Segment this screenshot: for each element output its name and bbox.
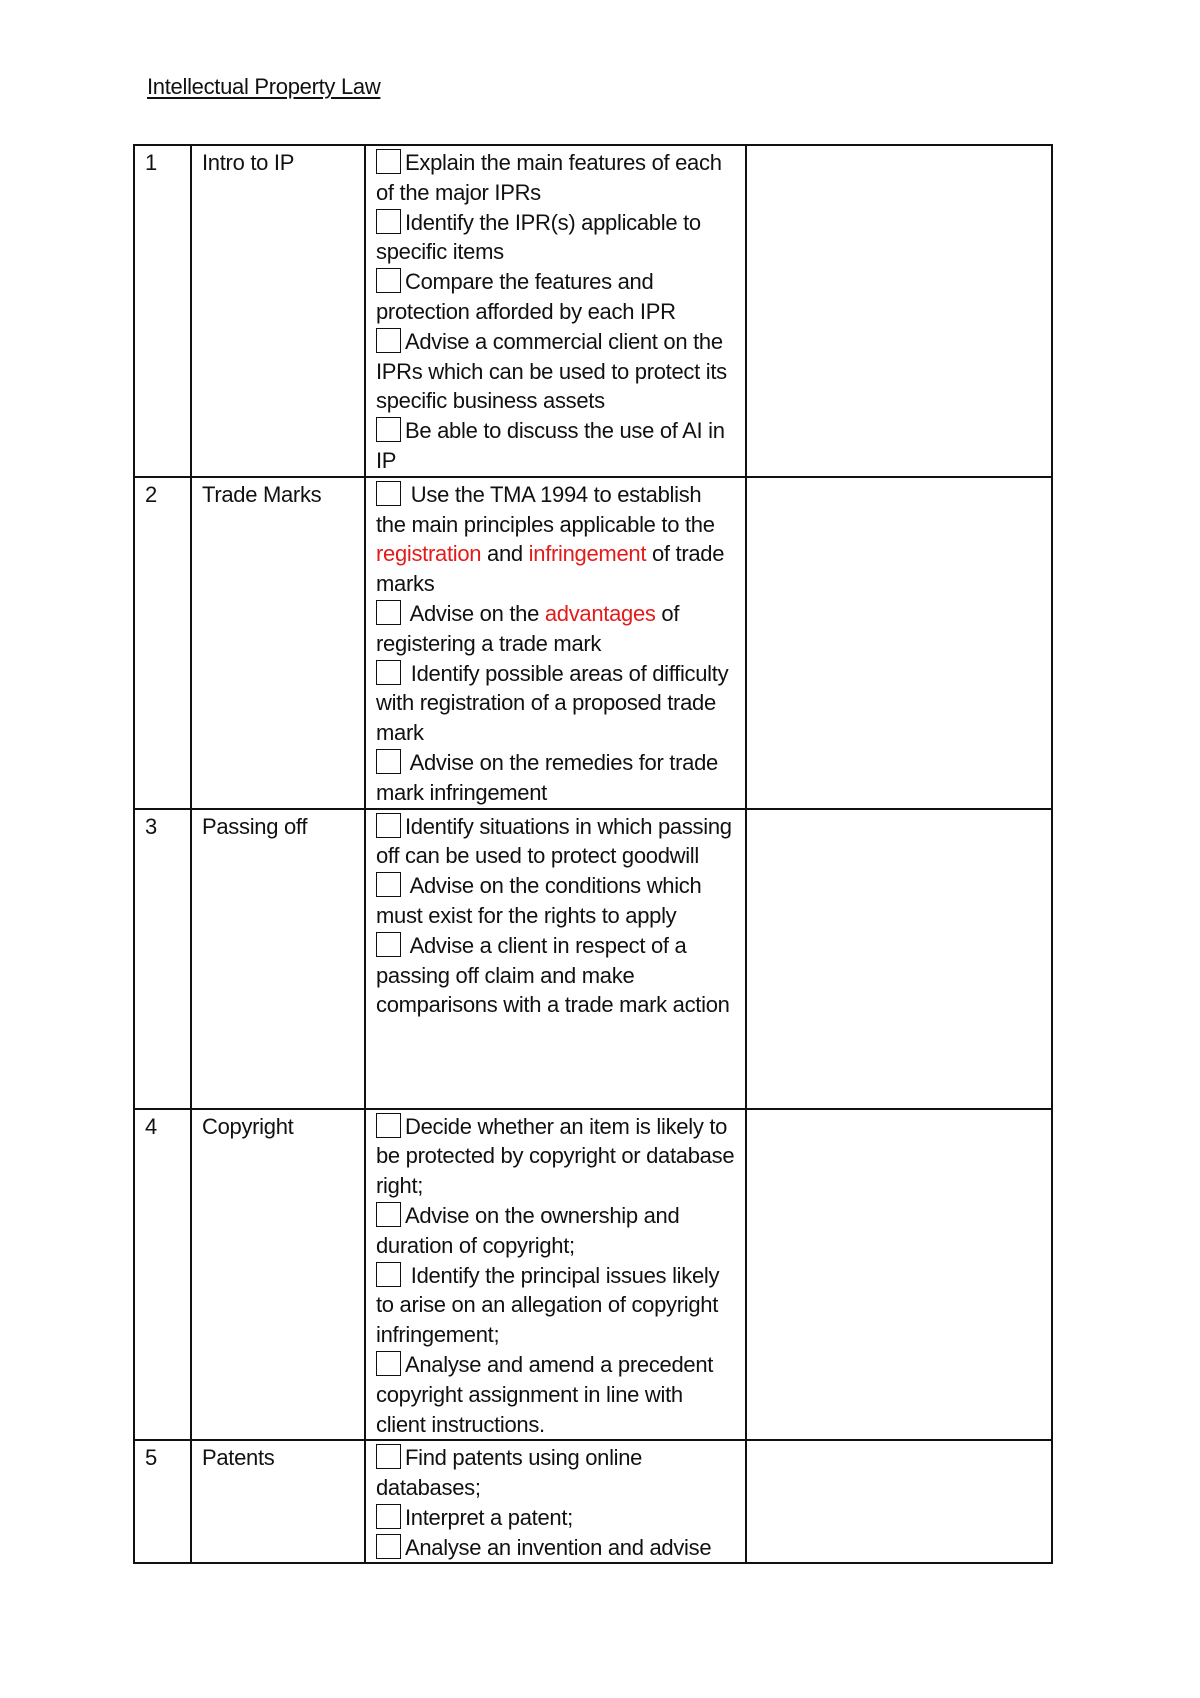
checkbox-icon[interactable] [376, 600, 401, 625]
document-title: Intellectual Property Law [147, 74, 381, 99]
checkbox-icon[interactable] [376, 1351, 401, 1376]
checkbox-icon[interactable] [376, 1444, 401, 1469]
outcome-text: Compare the features and protection afforded by each IPR [376, 269, 676, 324]
table-row [134, 1109, 1052, 1441]
outcome-text: Advise on the [405, 600, 545, 626]
notes-cell[interactable] [746, 1109, 1052, 1441]
notes-cell[interactable] [746, 1440, 1052, 1563]
outcome-text: Decide whether an item is likely to be protected by copyright or database right; [376, 1113, 735, 1199]
checkbox-icon[interactable] [376, 268, 401, 293]
table-row [134, 1440, 1052, 1563]
outcome-item [376, 1533, 735, 1563]
notes-cell[interactable] [746, 477, 1052, 809]
checkbox-icon[interactable] [376, 481, 401, 506]
notes-cell[interactable] [746, 145, 1052, 477]
outcome-item [376, 1350, 735, 1439]
outcomes-cell [365, 809, 746, 1109]
checkbox-icon[interactable] [376, 1202, 401, 1227]
checkbox-icon[interactable] [376, 872, 401, 897]
row-number: 5 [134, 1440, 191, 1563]
highlighted-term: advantages [544, 600, 656, 626]
checkbox-icon[interactable] [376, 1504, 401, 1529]
checkbox-icon[interactable] [376, 932, 401, 957]
outcomes-cell [365, 477, 746, 809]
table-row [134, 145, 1052, 477]
outcome-item [376, 748, 735, 808]
outcome-text: Advise on the ownership and duration of copyright; [376, 1202, 680, 1258]
outcome-text: Identify possible areas of difficulty with registration of a proposed trade mark [376, 660, 729, 746]
outcome-text: Find patents using online databases; [376, 1445, 643, 1501]
outcome-item [376, 599, 735, 659]
outcomes-cell [365, 1440, 746, 1563]
checkbox-icon[interactable] [376, 660, 401, 685]
outcome-text: Explain the main features of each of the major IPRs [376, 150, 722, 205]
topic-name: Passing off [191, 809, 365, 1109]
outcome-item [376, 148, 735, 208]
checkbox-icon[interactable] [376, 1534, 401, 1559]
outcome-item [376, 267, 735, 327]
outcome-item [376, 1112, 735, 1201]
outcome-text: Advise a commercial client on the IPRs which can be used to protect its specific business assets [376, 328, 727, 414]
outcome-text: Advise on the remedies for trade mark infringement [376, 749, 718, 805]
outcome-text: Analyse and amend a precedent copyright assignment in line with client instructions. [376, 1351, 714, 1437]
outcome-item [376, 416, 735, 476]
outcome-item [376, 1443, 735, 1503]
outcome-text: of registering a trade mark [376, 600, 680, 656]
row-number: 2 [134, 477, 191, 809]
outcome-item [376, 1201, 735, 1261]
table-row [134, 809, 1052, 1109]
outcome-text: Advise on the conditions which must exist for the rights to apply [376, 873, 702, 928]
outcome-item [376, 659, 735, 748]
outcome-item [376, 480, 735, 599]
checkbox-icon[interactable] [376, 749, 401, 774]
highlighted-term: infringement [528, 541, 647, 567]
checkbox-icon[interactable] [376, 1262, 401, 1287]
outcome-text: and [481, 541, 529, 567]
topic-name: Intro to IP [191, 145, 365, 477]
outcomes-cell [365, 1109, 746, 1441]
checkbox-icon[interactable] [376, 209, 401, 234]
row-number: 4 [134, 1109, 191, 1441]
outcome-text: Analyse an invention and advise [405, 1534, 712, 1560]
outcome-item [376, 871, 735, 931]
outcome-item [376, 1503, 735, 1533]
outcome-text: Identify the principal issues likely to arise on an allegation of copyright infringement; [376, 1262, 720, 1348]
outcome-item [376, 327, 735, 416]
outcome-text: Identify situations in which passing off can be used to protect goodwill [376, 813, 732, 869]
checkbox-icon[interactable] [376, 417, 401, 442]
outcome-item [376, 208, 735, 268]
checkbox-icon[interactable] [376, 1113, 401, 1138]
topic-name: Copyright [191, 1109, 365, 1441]
checkbox-icon[interactable] [376, 149, 401, 174]
outcome-text: Advise a client in respect of a passing off claim and make comparisons with a trade mark action [376, 932, 730, 1018]
outcomes-cell [365, 145, 746, 477]
notes-cell[interactable] [746, 809, 1052, 1109]
outcome-text: Identify the IPR(s) applicable to specific items [376, 209, 701, 265]
outcome-text: Use the TMA 1994 to establish the main principles applicable to the [376, 481, 715, 537]
table-row [134, 477, 1052, 809]
outcome-text: of trade marks [376, 541, 725, 597]
checkbox-icon[interactable] [376, 813, 401, 838]
outcome-item [376, 812, 735, 872]
outcome-item [376, 1261, 735, 1350]
topic-name: Trade Marks [191, 477, 365, 809]
row-number: 3 [134, 809, 191, 1109]
outcome-item [376, 931, 735, 1020]
outcome-text: Interpret a patent; [405, 1504, 573, 1530]
checkbox-icon[interactable] [376, 328, 401, 353]
row-number: 1 [134, 145, 191, 477]
learning-outcomes-table [133, 144, 1053, 1564]
topic-name: Patents [191, 1440, 365, 1563]
highlighted-term: registration [376, 541, 482, 567]
outcome-text: Be able to discuss the use of AI in IP [376, 418, 725, 473]
